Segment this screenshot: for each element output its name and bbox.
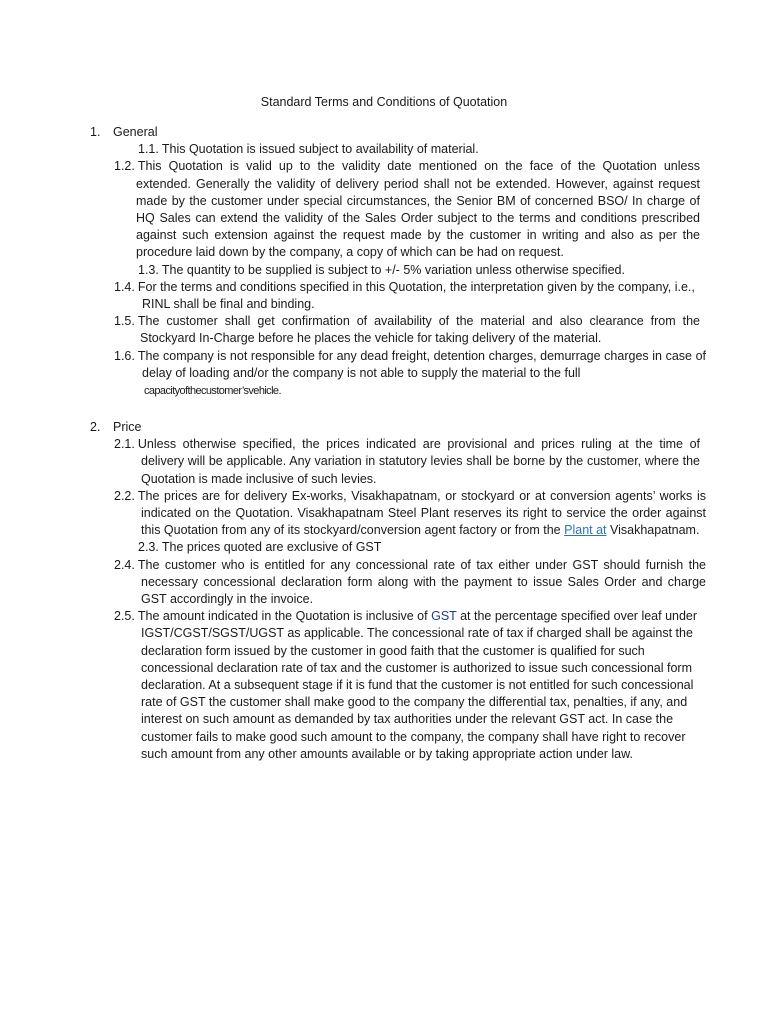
clause-1-3 (90, 262, 706, 279)
clause-body (114, 279, 706, 313)
clause-text-before: The amount indicated in the Quotation is inclusive of (137, 609, 428, 624)
section-price (90, 419, 706, 763)
clause-number: 1.6. (114, 348, 135, 363)
section-general (90, 124, 706, 400)
clause-text: The quantity to be supplied is subject to +/- 5% variation unless otherwise specified. (161, 262, 625, 277)
clause-tail: Visakhapatnam. (610, 523, 700, 538)
clause-text: This Quotation is issued subject to availability of material. (161, 142, 479, 157)
clause-list (90, 141, 706, 400)
clause-text: Unless otherwise specified, the prices indicated are provisional and prices ruling at the time of delivery will be applicable. Any variation in statutory levies shall be borne by the customer, where the Quotation is made inclusive of such levies. (137, 437, 700, 486)
clause-2-2 (90, 488, 706, 540)
clause-body (114, 158, 706, 261)
clause-2-1 (90, 436, 706, 488)
clause-body (114, 557, 706, 609)
clause-body (114, 488, 706, 540)
clause-body (114, 313, 706, 347)
section-title: Price (113, 420, 142, 434)
clause-number: 1.3. (138, 262, 159, 277)
clause-text: The prices quoted are exclusive of GST (161, 540, 382, 555)
clause-tail: capacityofthecustomer’svehicle. (144, 385, 281, 398)
clause-text: The customer shall get confirmation of availability of the material and also clearance from the Stockyard In-Charge before he places the vehicle for taking delivery of the material. (137, 314, 700, 346)
clause-list (90, 436, 706, 763)
clause-text: The customer who is entitled for any concessional rate of tax either under GST should furnish the necessary concessional declaration form along with the payment to issue Sales Order and charge GST accordingly in the invoice. (137, 557, 706, 607)
clause-text: The company is not responsible for any dead freight, detention charges, demurrage charges in case of delay of loading and/or the company is not able to supply the material to the full (137, 348, 706, 380)
document-title: Standard Terms and Conditions of Quotation (260, 95, 508, 109)
gst-term: GST (431, 609, 457, 624)
section-heading (90, 124, 706, 141)
section-number: 2. (90, 420, 101, 434)
clause-2-3 (90, 539, 706, 556)
clause-tail-line (114, 382, 706, 400)
clause-number: 1.4. (114, 279, 135, 294)
clause-number: 1.5. (114, 314, 135, 329)
clause-text: This Quotation is valid up to the validity date mentioned on the face of the Quotation unless extended. Generally the validity of delivery period shall not be extended. However, against request made by the customer under special circumstances, the Senior BM of concerned BSO/ In charge of HQ Sales can extend the validity of the Sales Order subject to the terms and conditions prescribed against such extension against the request made by the customer in writing and also as per the procedure laid down by the company, a copy of which can be had on request. (136, 159, 700, 260)
clause-number: 2.4. (114, 557, 135, 572)
section-title: General (113, 125, 158, 139)
plant-link[interactable]: Plant at (564, 523, 607, 538)
clause-number: 2.5. (114, 609, 135, 624)
section-heading (90, 419, 706, 436)
clause-number: 1.2. (114, 159, 135, 174)
clause-body (114, 348, 706, 382)
clause-1-4 (90, 279, 706, 313)
clause-1-6 (90, 348, 706, 401)
clause-2-4 (90, 557, 706, 609)
clause-number: 2.3. (138, 540, 159, 555)
section-number: 1. (90, 125, 101, 139)
clause-number: 1.1. (138, 142, 159, 157)
clause-text: The prices are for delivery Ex-works, Visakhapatnam, or stockyard or at conversion agents’ works is indicated on the Quotation. Visakhapatnam Steel Plant reserves its right to service the order against this Quotation from any of its stockyard/conversion agent factory or from the (137, 488, 706, 538)
clause-1-5 (90, 313, 706, 347)
clause-text: at the percentage specified over leaf under IGST/CGST/SGST/UGST as applicable. The concessional rate of tax if charged shall be against the declaration form issued by the customer in good faith that the customer is qualified for such concessional declaration rate of tax and the customer is authorized to issue such concessional form declaration. At a subsequent stage if it is fund that the customer is not entitled for such concessional rate of GST the customer shall make good to the company the differential tax, penalties, if any, and interest on such amount as demanded by tax authorities under the relevant GST act. In case the customer fails to make good such amount to the company, the company shall have right to recover such amount from any other amounts available or by taking appropriate action under law. (141, 609, 698, 761)
clause-2-5 (90, 608, 706, 763)
clause-text: For the terms and conditions specified in this Quotation, the interpretation given by the company, i.e., RINL shall be final and binding. (137, 279, 695, 312)
clause-1-2 (90, 158, 706, 261)
clause-body (114, 608, 706, 763)
clause-body (114, 436, 706, 488)
clause-number: 2.2. (114, 488, 135, 503)
clause-number: 2.1. (114, 437, 135, 452)
clause-1-1 (90, 141, 706, 158)
